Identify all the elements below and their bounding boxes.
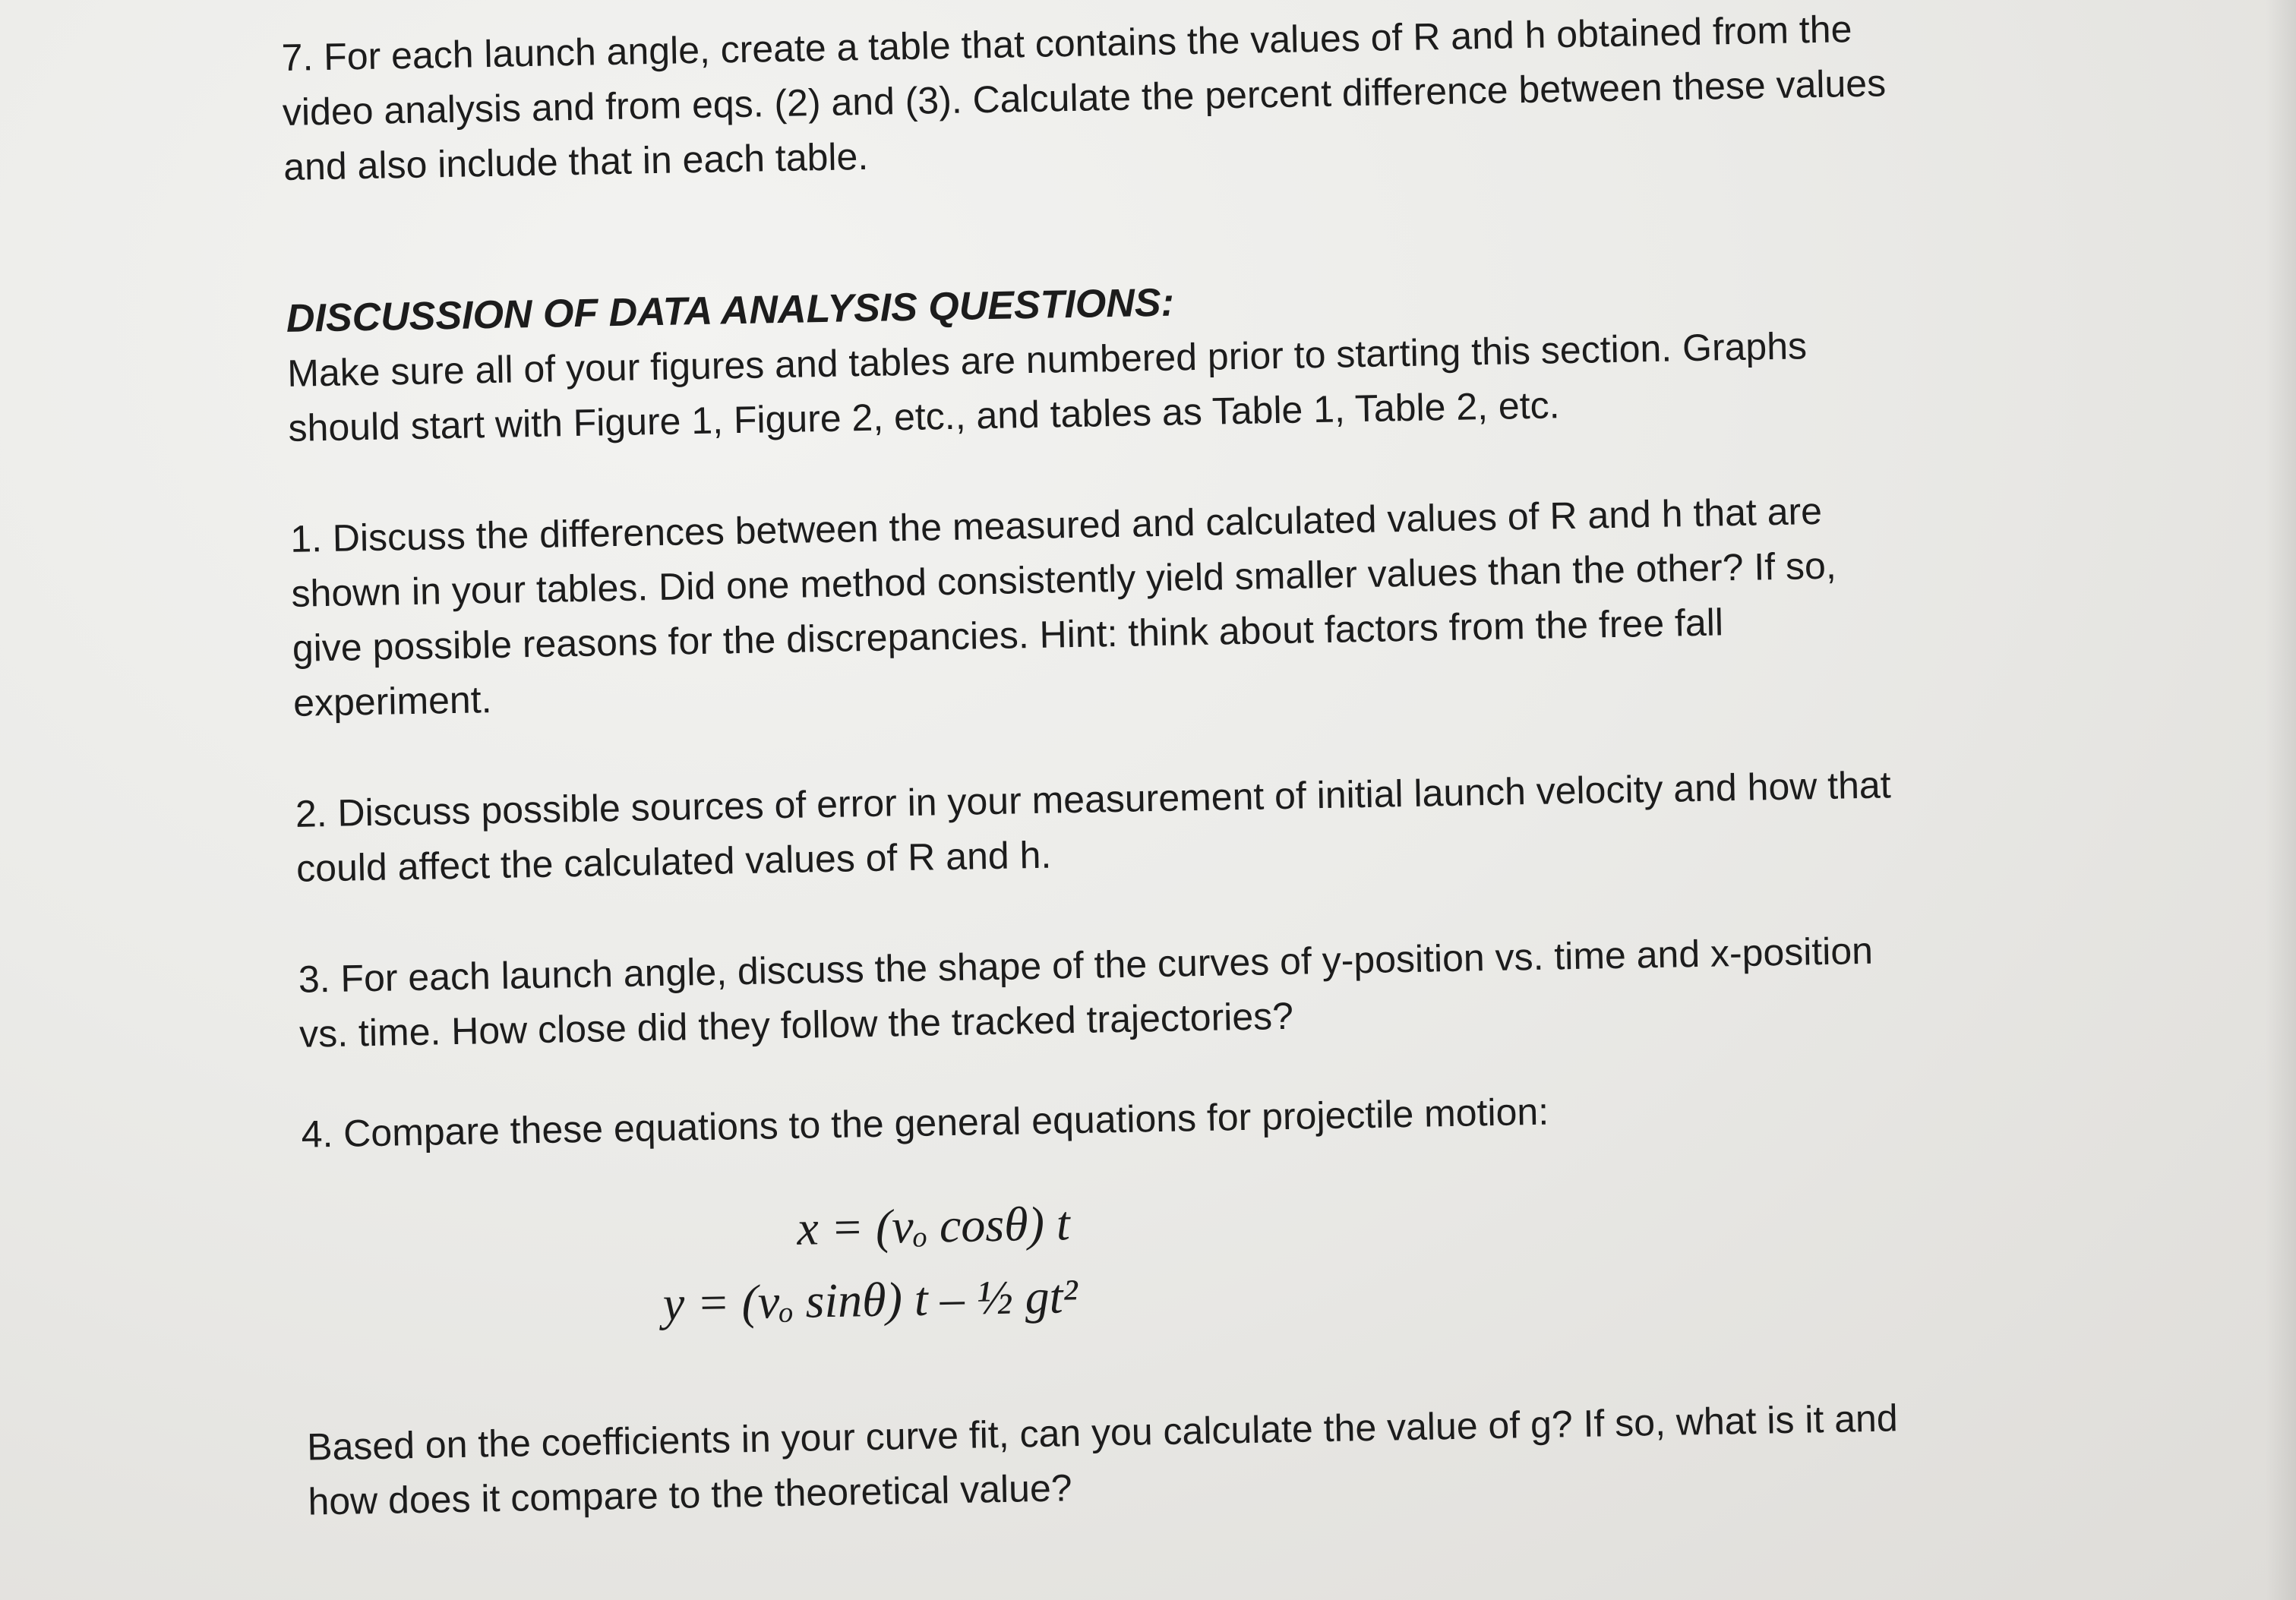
question-3-line: 3. For each launch angle, discuss the shape of the curves of y-position vs. time and x-position — [298, 929, 1874, 1001]
discussion-intro-line: Make sure all of your figures and tables are numbered prior to starting this section. Graphs — [286, 324, 1808, 395]
question-1 — [290, 478, 2147, 731]
equation-x: x = (vₒ cosθ) t — [796, 1196, 1071, 1255]
question-3-line: vs. time. How close did they follow the tracked trajectories? — [298, 994, 1294, 1056]
closing-line: how does it compare to the theoretical value? — [308, 1466, 1073, 1523]
item-7-line: 7. For each launch angle, create a table that contains the values of R and h obtained from the — [281, 8, 1852, 79]
projectile-equations — [302, 1180, 1436, 1346]
question-4-line: 4. Compare these equations to the general equations for projectile motion: — [301, 1090, 1549, 1156]
question-1-line: 1. Discuss the differences between the measured and calculated values of R and h that are — [289, 489, 1823, 560]
discussion-heading: DISCUSSION OF DATA ANALYSIS QUESTIONS: — [286, 280, 1175, 341]
paper-edge-shadow — [2266, 0, 2296, 1600]
item-7-line: video analysis and from eqs. (2) and (3). Calculate the percent difference between these values — [282, 62, 1887, 134]
item-7-line: and also include that in each table. — [283, 134, 869, 188]
closing-line: Based on the coefficients in your curve fit, can you calculate the value of g? If so, what is it and — [306, 1396, 1899, 1469]
question-2-line: 2. Discuss possible sources of error in your measurement of initial launch velocity and how that — [295, 763, 1892, 835]
equation-y: y = (vₒ sinθ) t – ½ gt² — [662, 1269, 1079, 1331]
document-content — [281, 0, 2162, 1529]
question-2-line: could affect the calculated values of R and h. — [295, 833, 1052, 890]
discussion-intro-line: should start with Figure 1, Figure 2, etc., and tables as Table 1, Table 2, etc. — [288, 383, 1560, 450]
question-1-line: give possible reasons for the discrepancies. Hint: think about factors from the free fall — [292, 601, 1724, 670]
question-1-line: shown in your tables. Did one method consistently yield smaller values than the other? If so, — [291, 544, 1837, 615]
question-1-line: experiment. — [292, 678, 492, 724]
